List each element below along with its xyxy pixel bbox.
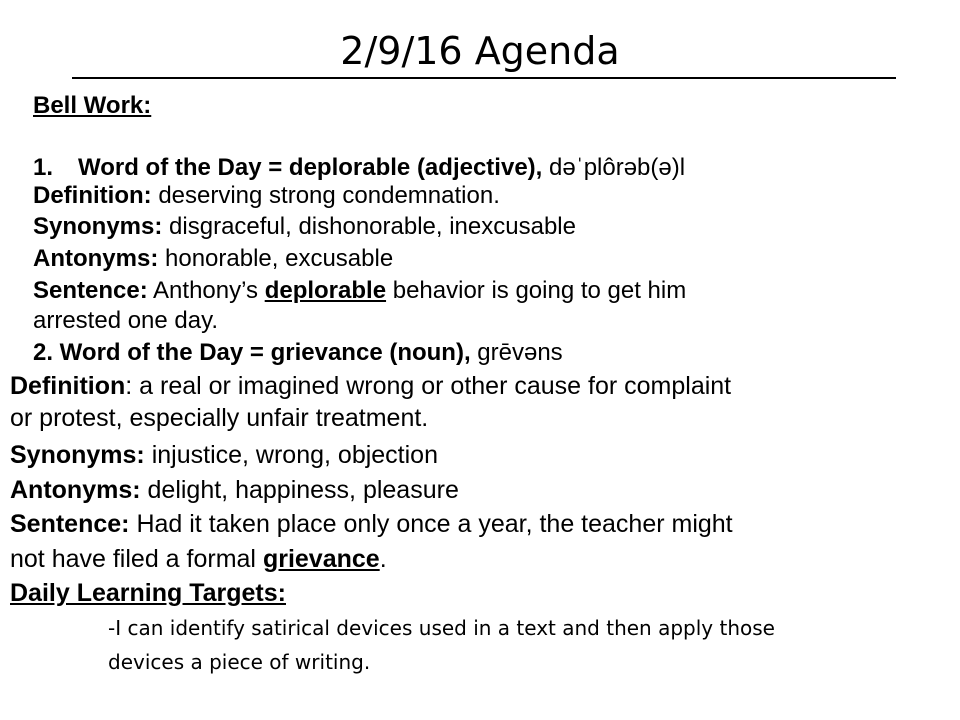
word1-number: 1. xyxy=(33,154,54,181)
word2-sentence-line2 xyxy=(10,544,387,574)
word1-definition-line xyxy=(33,182,500,210)
learning-targets-label: Daily Learning Targets: xyxy=(10,579,286,607)
word1-definition-label: Definition: xyxy=(33,182,152,209)
word2-definition-line xyxy=(10,371,731,401)
word1-pronunciation: dəˈplôrəb(ə)l xyxy=(549,154,686,181)
word2-antonyms-text: delight, happiness, pleasure xyxy=(147,476,459,504)
word1-heading: Word of the Day = deplorable (adjective), xyxy=(78,154,543,181)
word2-sentence-period: . xyxy=(379,545,387,573)
word2-sentence-text: Had it taken place only once a year, the teacher might xyxy=(136,510,733,538)
word1-antonyms-text: honorable, excusable xyxy=(165,245,394,272)
bell-work-label: Bell Work: xyxy=(33,92,152,119)
bell-work-heading xyxy=(33,92,151,120)
word1-antonyms-line xyxy=(33,245,393,273)
word2-synonyms-label: Synonyms: xyxy=(10,441,145,469)
word2-sentence-line xyxy=(10,509,733,539)
word2-sentence-before: not have filed a formal xyxy=(10,545,256,573)
word2-definition-line2 xyxy=(10,403,428,433)
word2-definition-continuation: or protest, especially unfair treatment. xyxy=(10,404,429,432)
learning-targets-heading xyxy=(10,578,286,608)
word2-heading-line xyxy=(33,339,563,367)
word1-sentence-line xyxy=(33,277,686,305)
word1-sentence-highlight: deplorable xyxy=(264,277,387,304)
word1-sentence-line2 xyxy=(33,307,218,335)
word1-sentence-label: Sentence: xyxy=(33,277,148,304)
word1-synonyms-label: Synonyms: xyxy=(33,213,163,240)
title-underline xyxy=(72,77,896,79)
word1-sentence-before: Anthony’s xyxy=(153,277,259,304)
word1-sentence-after: behavior is going to get him xyxy=(392,277,687,304)
word2-sentence-highlight: grievance xyxy=(262,545,380,573)
word2-definition-text: : a real or imagined wrong or other cause for complaint xyxy=(125,372,732,400)
word1-antonyms-label: Antonyms: xyxy=(33,245,159,272)
slide-title: 2/9/16 Agenda xyxy=(340,29,620,73)
word1-heading-line xyxy=(33,154,685,182)
word2-pronunciation: grēvəns xyxy=(477,339,563,366)
word1-synonyms-text: disgraceful, dishonorable, inexcusable xyxy=(169,213,576,240)
word1-synonyms-line xyxy=(33,213,576,241)
word2-sentence-label: Sentence: xyxy=(10,510,130,538)
word2-synonyms-line xyxy=(10,440,438,470)
word2-antonyms-label: Antonyms: xyxy=(10,476,141,504)
word1-sentence-continuation: arrested one day. xyxy=(33,307,219,334)
word2-heading: 2. Word of the Day = grievance (noun), xyxy=(33,339,471,366)
word2-antonyms-line xyxy=(10,475,459,505)
learning-target-line2: devices a piece of writing. xyxy=(108,650,371,674)
word1-definition-text: deserving strong condemnation. xyxy=(158,182,500,209)
word2-synonyms-text: injustice, wrong, objection xyxy=(151,441,438,469)
word2-definition-label: Definition xyxy=(10,372,126,400)
learning-target-line1: -I can identify satirical devices used in a text and then apply those xyxy=(108,616,775,640)
